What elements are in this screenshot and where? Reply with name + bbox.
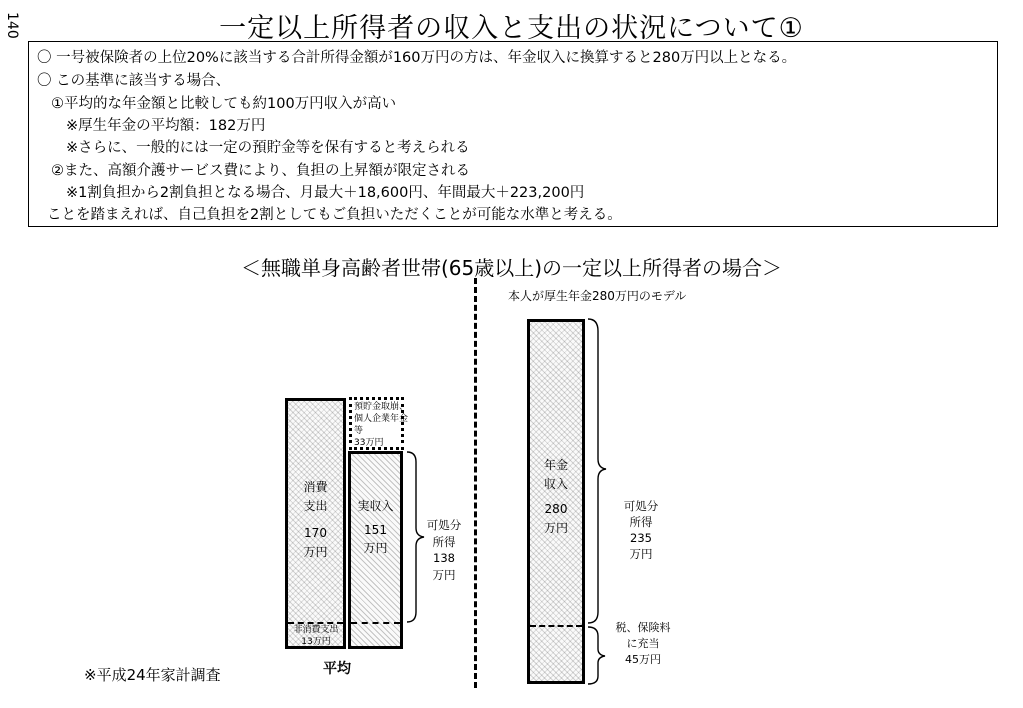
summary-line-8: ことを踏まえれば、自己負担を2割としてもご負担いただくことが可能な水準と考える。 (47, 207, 622, 223)
actual-income-label: 実収入 151 万円 (357, 499, 394, 556)
summary-line-4: ※厚生年金の平均額：182万円 (66, 118, 266, 134)
left-disposable-brace (407, 452, 424, 622)
non-consumption-label: 非消費支出 13万円 (293, 625, 339, 648)
diagram-subtitle: ＜無職単身高齢者世帯(65歳以上)の一定以上所得者の場合＞ (240, 256, 783, 280)
consumption-label: 消費 支出 170 万円 (303, 480, 328, 559)
right-disposable-label: 可処分 所得 235 万円 (623, 499, 659, 562)
summary-line-6: ②また、高額介護サービス費により、負担の上昇額が限定される (51, 163, 470, 179)
source-note: ※平成24年家計調査 (84, 666, 221, 684)
summary-line-1: 〇 一号被保険者の上位20%に該当する合計所得金額が160万円の方は、年金収入に換算すると280万円以上となる。 (37, 50, 797, 66)
summary-line-7: ※1割負担から2割負担となる場合、月最大＋18,600円、年間最大＋223,200円 (66, 185, 585, 201)
summary-line-5: ※さらに、一般的には一定の預貯金等を保有すると考えられる (66, 140, 470, 156)
tax-insurance-label: 税、保険料 に充当 45万円 (615, 621, 671, 666)
page-title: 一定以上所得者の収入と支出の状況について① (219, 13, 804, 44)
model-label: 本人が厚生年金280万円のモデル (508, 289, 687, 303)
tax-insurance-brace (588, 627, 605, 684)
pension-label: 年金 収入 280 万円 (543, 458, 568, 535)
summary-line-3: ①平均的な年金額と比較しても約100万円収入が高い (51, 96, 397, 112)
average-caption: 平均 (323, 661, 351, 677)
page-number: 140 (4, 12, 20, 39)
left-disposable-label: 可処分 所得 138 万円 (426, 518, 462, 583)
right-disposable-brace (588, 319, 606, 623)
savings-label: 預貯金取崩、 個人企業年金等 33万円 (354, 402, 409, 449)
summary-line-2: 〇 この基準に該当する場合、 (37, 73, 231, 89)
